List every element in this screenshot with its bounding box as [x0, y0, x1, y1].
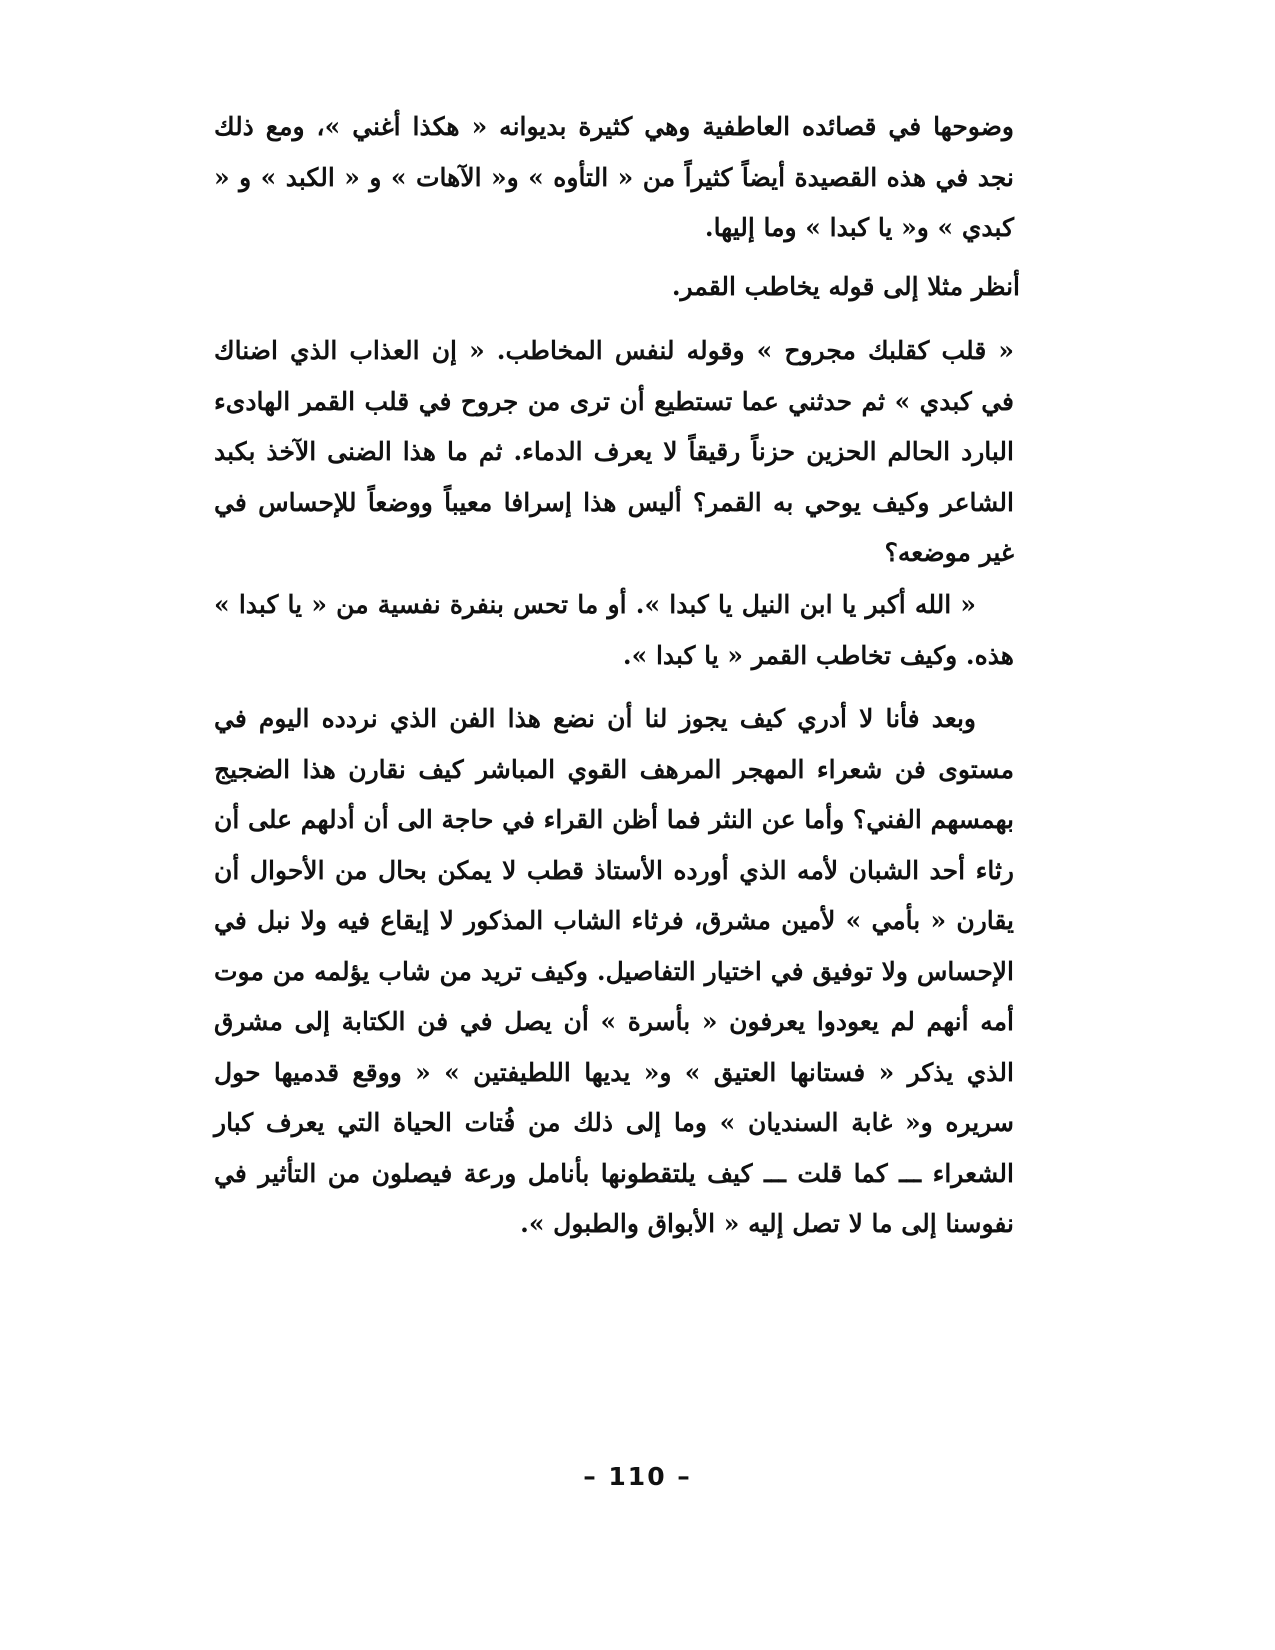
paragraph-4 — [214, 580, 1014, 681]
paragraph-5-text: وبعد فأنا لا أدري كيف يجوز لنا أن نضع هذا الفن الذي نردده اليوم في مستوى فن شعراء المهجر المرهف القوي المباشر كيف نقارن هذا الضجيج بهمسهم الفني؟ وأما عن النثر فما أظن القراء في حاجة الى أن أدلهم على أن رثاء أحد الشبان لأمه الذي أورده الأستاذ قطب لا يمكن بحال من الأحوال أن يقارن « بأمي » لأمين مشرق، فرثاء الشاب المذكور لا إيقاع فيه ولا نبل في الإحساس ولا توفيق في اختيار التفاصيل. وكيف تريد من شاب يؤلمه من موت أمه أنهم لم يعودوا يعرفون « بأسرة » أن يصل في فن الكتابة إلى مشرق الذي يذكر « فستانها العتيق » و« يديها اللطيفتين » « ووقع قدميها حول سريره و« غابة السنديان » وما إلى ذلك من فُتات الحياة التي يعرف كبار الشعراء ـــ كما قلت ـــ كيف يلتقطونها بأنامل ورعة فيصلون من التأثير في نفوسنا إلى ما لا تصل إليه « الأبواق والطبول ». — [214, 704, 1014, 1238]
page-number: – 110 – — [583, 1462, 692, 1491]
paragraph-4-text: « الله أكبر يا ابن النيل يا كبدا ». أو ما تحس بنفرة نفسية من « يا كبدا » هذه. وكيف تخاطب القمر « يا كبدا ». — [214, 590, 1014, 670]
paragraph-1-text: وضوحها في قصائده العاطفية وهي كثيرة بديوانه « هكذا أغني »، ومع ذلك نجد في هذه القصيدة أيضاً كثيراً من « التأوه » و« الآهات » و « الكبد » و « كبدي » و« يا كبدا » وما إليها. — [214, 112, 1014, 242]
paragraph-2 — [260, 262, 1020, 313]
paragraph-3-text: « قلب كقلبك مجروح » وقوله لنفس المخاطب. « إن العذاب الذي اضناك في كبدي » ثم حدثني عما تستطيع أن ترى من جروح في قلب القمر الهادىء البارد الحالم الحزين حزناً رقيقاً لا يعرف الدماء. ثم ما هذا الضنى الآخذ بكبد الشاعر وكيف يوحي به القمر؟ أليس هذا إسرافا معيباً ووضعاً للإحساس في غير موضعه؟ — [214, 336, 1014, 567]
paragraph-1 — [214, 102, 1014, 254]
paragraph-2-text: أنظر مثلا إلى قوله يخاطب القمر. — [671, 272, 1020, 301]
paragraph-5 — [214, 694, 1014, 1250]
paragraph-3 — [214, 326, 1014, 579]
